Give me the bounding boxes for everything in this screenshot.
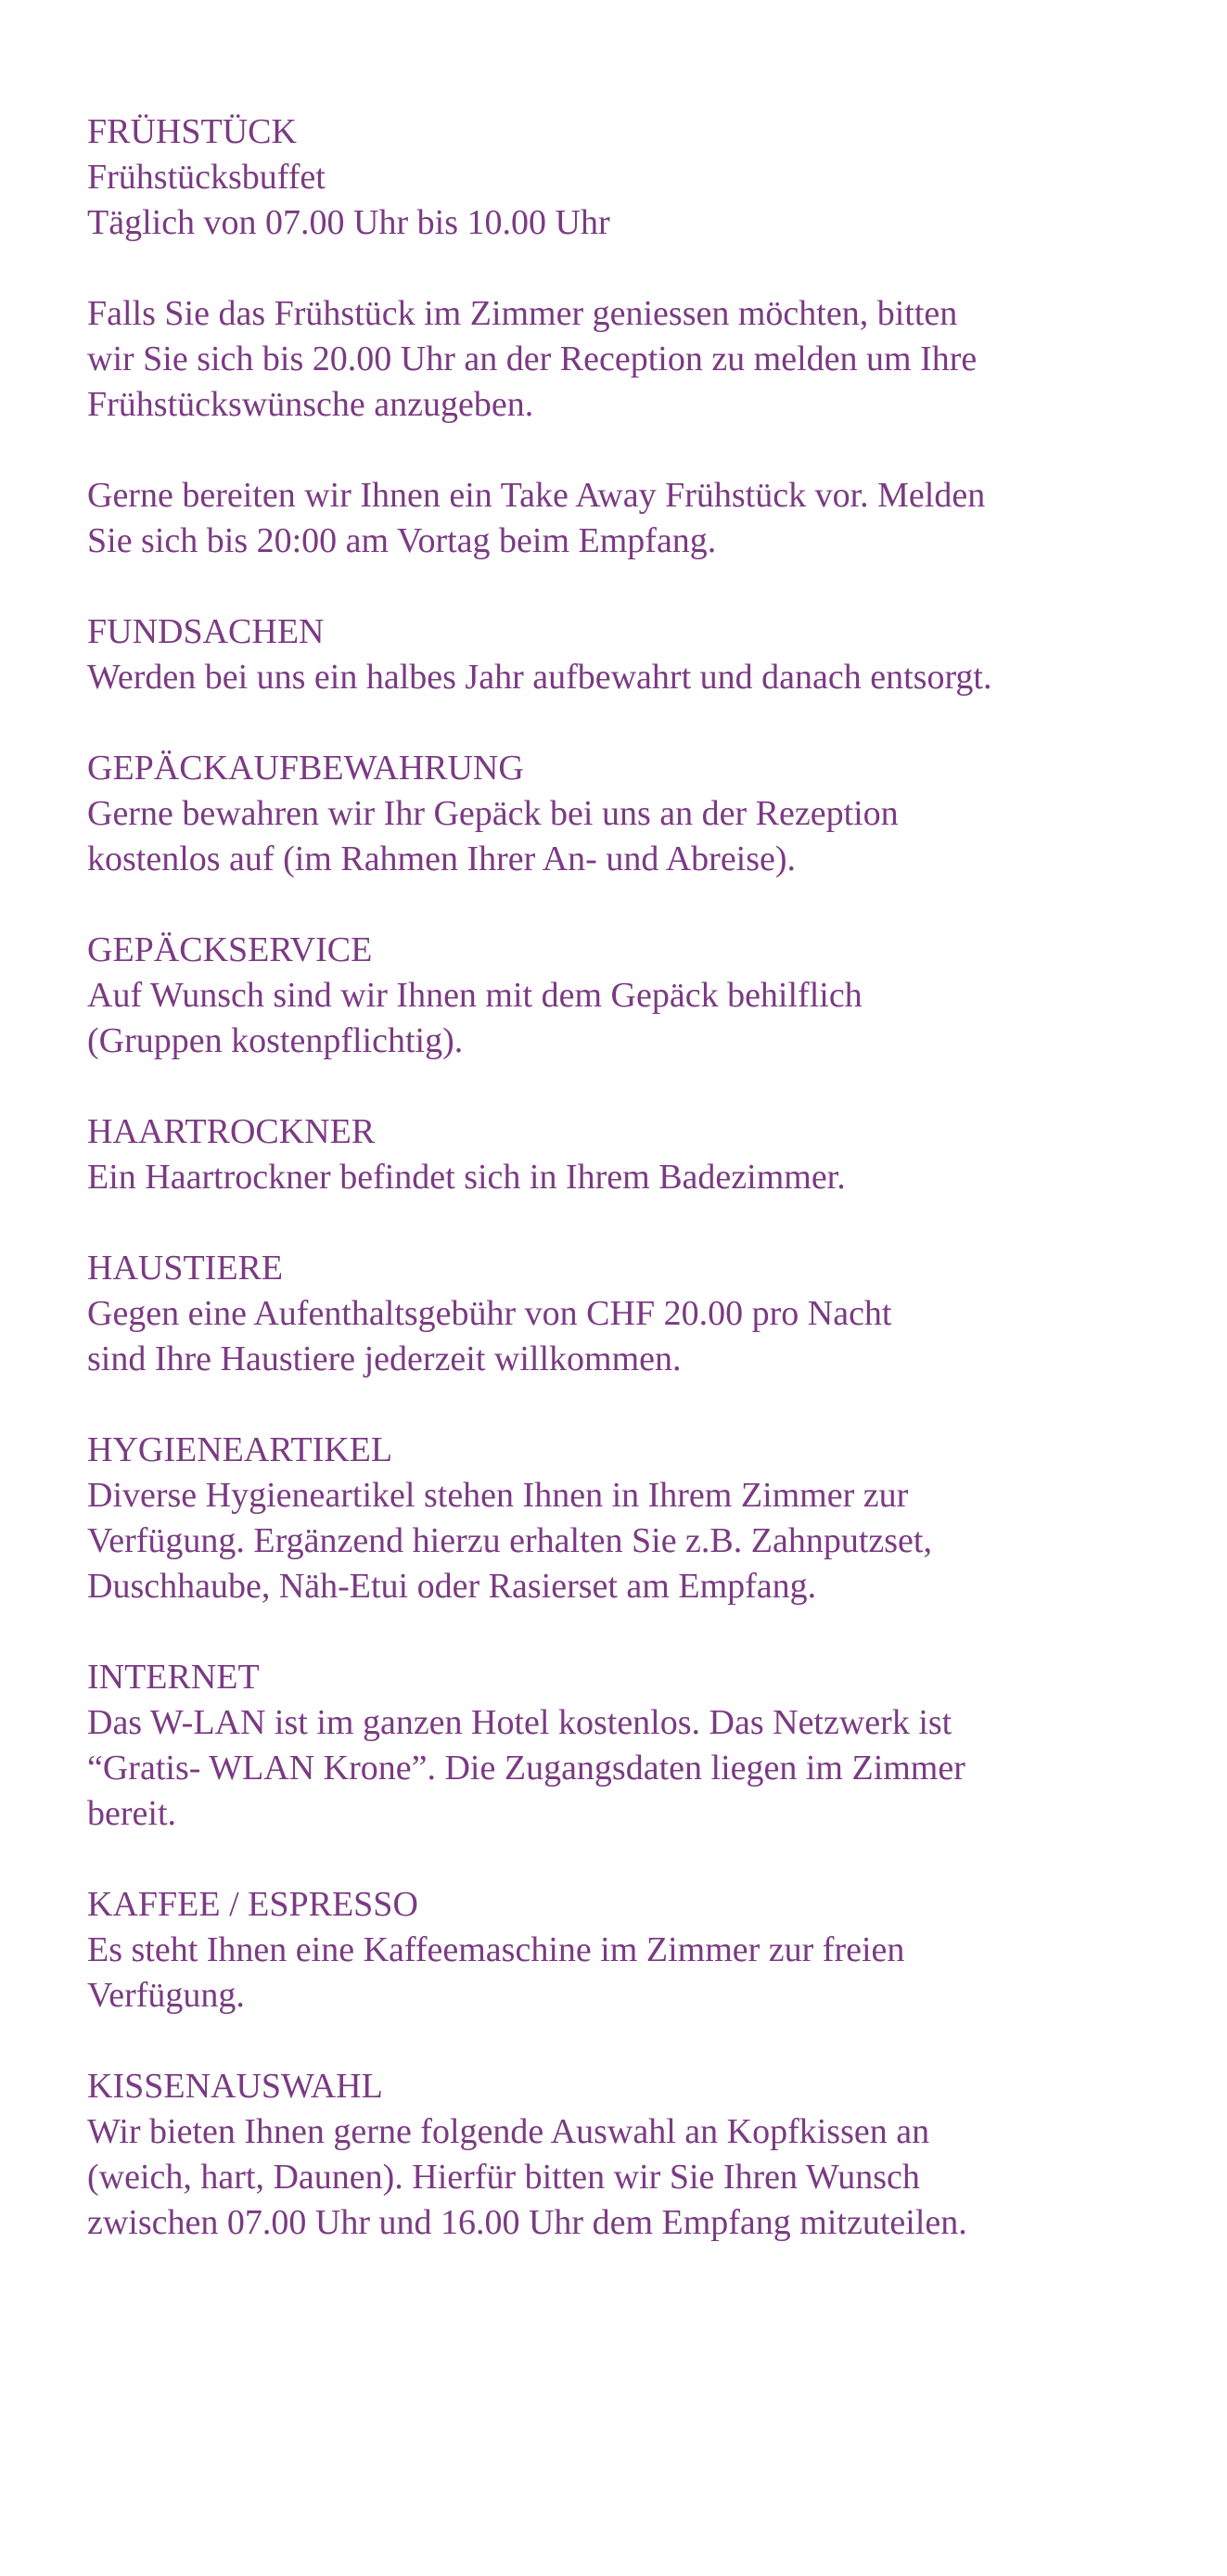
section-text-line: Frühstücksbuffet	[87, 158, 326, 197]
section-text-line: Das W-LAN ist im ganzen Hotel kostenlos. Das Netzwerk ist	[87, 1703, 952, 1742]
section-heading: INTERNET	[87, 1658, 260, 1697]
paragraph-gap	[87, 246, 1200, 291]
section-text-line: (Gruppen kostenpflichtig).	[87, 1021, 464, 1060]
section-text-line: Werden bei uns ein halbes Jahr aufbewahrt und danach entsorgt.	[87, 658, 992, 697]
paragraph-gap	[87, 428, 1200, 473]
info-section	[87, 1246, 1200, 1382]
info-section	[87, 109, 1200, 564]
section-text-line: Verfügung. Ergänzend hierzu erhalten Sie z.B. Zahnputzset,	[87, 1521, 932, 1560]
section-text-line: Gegen eine Aufenthaltsgebühr von CHF 20.00 pro Nacht	[87, 1294, 892, 1333]
info-section	[87, 928, 1200, 1064]
section-text-line: Ein Haartrockner befindet sich in Ihrem Badezimmer.	[87, 1158, 846, 1197]
section-text-line: “Gratis- WLAN Krone”. Die Zugangsdaten liegen im Zimmer	[87, 1749, 965, 1788]
info-section	[87, 2064, 1200, 2246]
section-text-line: Diverse Hygieneartikel stehen Ihnen in Ihrem Zimmer zur	[87, 1476, 909, 1515]
section-text-line: kostenlos auf (im Rahmen Ihrer An- und Abreise).	[87, 839, 797, 878]
section-text-line: Auf Wunsch sind wir Ihnen mit dem Gepäck behilflich	[87, 976, 863, 1015]
info-section	[87, 1655, 1200, 1837]
section-heading: KISSENAUSWAHL	[87, 2067, 383, 2106]
section-heading: KAFFEE / ESPRESSO	[87, 1885, 418, 1924]
section-heading: HAUSTIERE	[87, 1249, 284, 1288]
section-text-line: Gerne bewahren wir Ihr Gepäck bei uns an der Rezeption	[87, 794, 899, 833]
info-section	[87, 1882, 1200, 2019]
section-text-line: sind Ihre Haustiere jederzeit willkommen.	[87, 1339, 682, 1378]
section-text-line: Es steht Ihnen eine Kaffeemaschine im Zimmer zur freien	[87, 1930, 905, 1969]
section-text-line: Gerne bereiten wir Ihnen ein Take Away Frühstück vor. Melden	[87, 476, 986, 515]
section-text-line: Täglich von 07.00 Uhr bis 10.00 Uhr	[87, 203, 610, 242]
info-section	[87, 1109, 1200, 1200]
section-text-line: Falls Sie das Frühstück im Zimmer geniessen möchten, bitten	[87, 294, 958, 333]
section-heading: GEPÄCKSERVICE	[87, 930, 373, 969]
section-heading: GEPÄCKAUFBEWAHRUNG	[87, 749, 524, 788]
section-text-line: Frühstückswünsche anzugeben.	[87, 385, 534, 424]
section-text-line: (weich, hart, Daunen). Hierfür bitten wir Sie Ihren Wunsch	[87, 2158, 920, 2197]
section-heading: HAARTROCKNER	[87, 1112, 376, 1151]
info-page	[87, 109, 1200, 2291]
section-text-line: Verfügung.	[87, 1976, 245, 2015]
section-heading: FUNDSACHEN	[87, 612, 325, 651]
section-text-line: bereit.	[87, 1794, 177, 1833]
section-text-line: wir Sie sich bis 20.00 Uhr an der Reception zu melden um Ihre	[87, 340, 978, 378]
info-section	[87, 609, 1200, 700]
info-section	[87, 746, 1200, 882]
section-heading: FRÜHSTÜCK	[87, 112, 297, 151]
section-text-line: Wir bieten Ihnen gerne folgende Auswahl an Kopfkissen an	[87, 2112, 930, 2151]
section-text-line: zwischen 07.00 Uhr und 16.00 Uhr dem Empfang mitzuteilen.	[87, 2203, 967, 2242]
section-text-line: Duschhaube, Näh-Etui oder Rasierset am Empfang.	[87, 1567, 817, 1606]
info-section	[87, 1428, 1200, 1609]
section-heading: HYGIENEARTIKEL	[87, 1430, 393, 1469]
section-text-line: Sie sich bis 20:00 am Vortag beim Empfang.	[87, 521, 717, 560]
